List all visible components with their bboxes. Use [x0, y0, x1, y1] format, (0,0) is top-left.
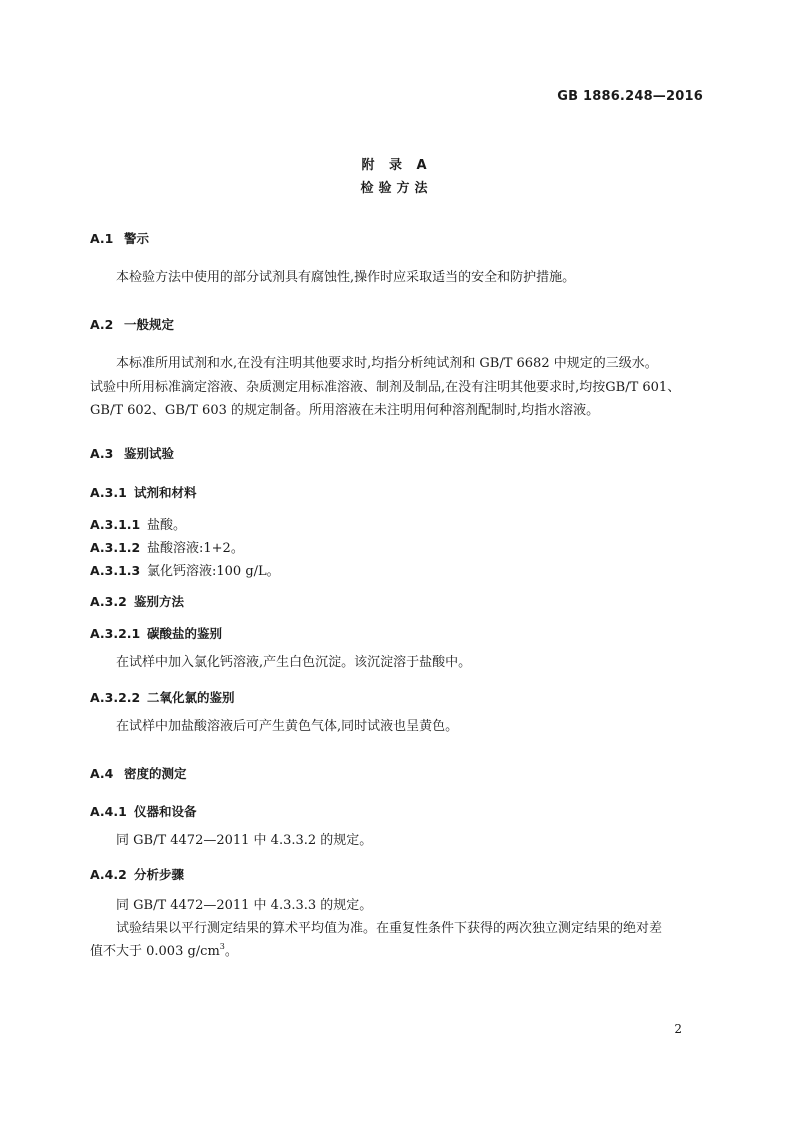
section-heading-a32 [90, 592, 184, 610]
section-heading-a322 [90, 688, 235, 706]
text-end: 。 [224, 944, 238, 959]
section-title: 鉴别试验 [124, 446, 175, 461]
paragraph-a1: 本检验方法中使用的部分试剂具有腐蚀性,操作时应采取适当的安全和防护措施。 [116, 270, 576, 285]
item-number: A.3.1.1 [90, 517, 141, 532]
section-number: A.2 [90, 317, 114, 332]
paragraph-a2-line1: 本标准所用试剂和水,在没有注明其他要求时,均指分析纯试剂和 GB/T 6682 中规定的三级水。 [116, 356, 658, 371]
list-item-a311 [90, 514, 186, 533]
section-heading-a321 [90, 624, 222, 642]
item-text: 盐酸。 [147, 518, 187, 533]
item-text: 盐酸溶液:1+2。 [147, 541, 244, 556]
list-item-a313 [90, 560, 280, 579]
section-title: 碳酸盐的鉴别 [147, 626, 223, 641]
section-number: A.3.1 [90, 485, 127, 500]
section-number: A.4.1 [90, 804, 127, 819]
section-number: A.4 [90, 766, 114, 781]
section-number: A.3.2.1 [90, 626, 141, 641]
document-code: GB 1886.248—2016 [557, 89, 703, 104]
appendix-label: 附 录 A [361, 158, 432, 173]
section-heading-a31 [90, 483, 197, 501]
item-text: 氯化钙溶液:100 g/L。 [147, 564, 280, 579]
paragraph-a321: 在试样中加入氯化钙溶液,产生白色沉淀。该沉淀溶于盐酸中。 [116, 655, 472, 670]
paragraph-a41: 同 GB/T 4472—2011 中 4.3.3.2 的规定。 [116, 833, 373, 848]
section-number: A.1 [90, 231, 114, 246]
section-heading-a2 [90, 315, 174, 333]
section-heading-a1 [90, 229, 149, 247]
paragraph-a2-line3: GB/T 602、GB/T 603 的规定制备。所用溶液在未注明用何种溶剂配制时,均指水溶液。 [90, 403, 600, 418]
section-number: A.4.2 [90, 867, 127, 882]
paragraph-a322: 在试样中加盐酸溶液后可产生黄色气体,同时试液也呈黄色。 [116, 719, 459, 734]
item-number: A.3.1.2 [90, 540, 141, 555]
paragraph-a2-line2: 试验中所用标准滴定溶液、杂质测定用标准溶液、制剂及制品,在没有注明其他要求时,均按GB/T 601、 [90, 380, 681, 395]
section-number: A.3.2 [90, 594, 127, 609]
item-number: A.3.1.3 [90, 563, 141, 578]
section-heading-a3 [90, 444, 174, 462]
paragraph-a42-line1: 同 GB/T 4472—2011 中 4.3.3.3 的规定。 [116, 898, 373, 913]
section-number: A.3 [90, 446, 114, 461]
section-title: 鉴别方法 [134, 594, 185, 609]
section-title: 一般规定 [124, 317, 175, 332]
section-title: 试剂和材料 [134, 485, 197, 500]
section-heading-a41 [90, 802, 197, 820]
text-main: 值不大于 0.003 g/cm [90, 944, 220, 959]
paragraph-a42-line2: 试验结果以平行测定结果的算术平均值为准。在重复性条件下获得的两次独立测定结果的绝对差 [116, 921, 663, 936]
section-title: 警示 [124, 231, 150, 246]
list-item-a312 [90, 537, 244, 556]
page-number: 2 [674, 1022, 682, 1036]
paragraph-a42-line3 [90, 940, 703, 964]
section-title: 分析步骤 [134, 867, 185, 882]
section-title: 仪器和设备 [134, 804, 197, 819]
section-title: 密度的测定 [124, 766, 187, 781]
section-number: A.3.2.2 [90, 690, 141, 705]
section-heading-a42 [90, 865, 184, 883]
superscript: 3 [219, 942, 225, 951]
section-title: 二氧化氯的鉴别 [147, 690, 235, 705]
section-heading-a4 [90, 764, 187, 782]
appendix-title: 检验方法 [360, 181, 433, 196]
